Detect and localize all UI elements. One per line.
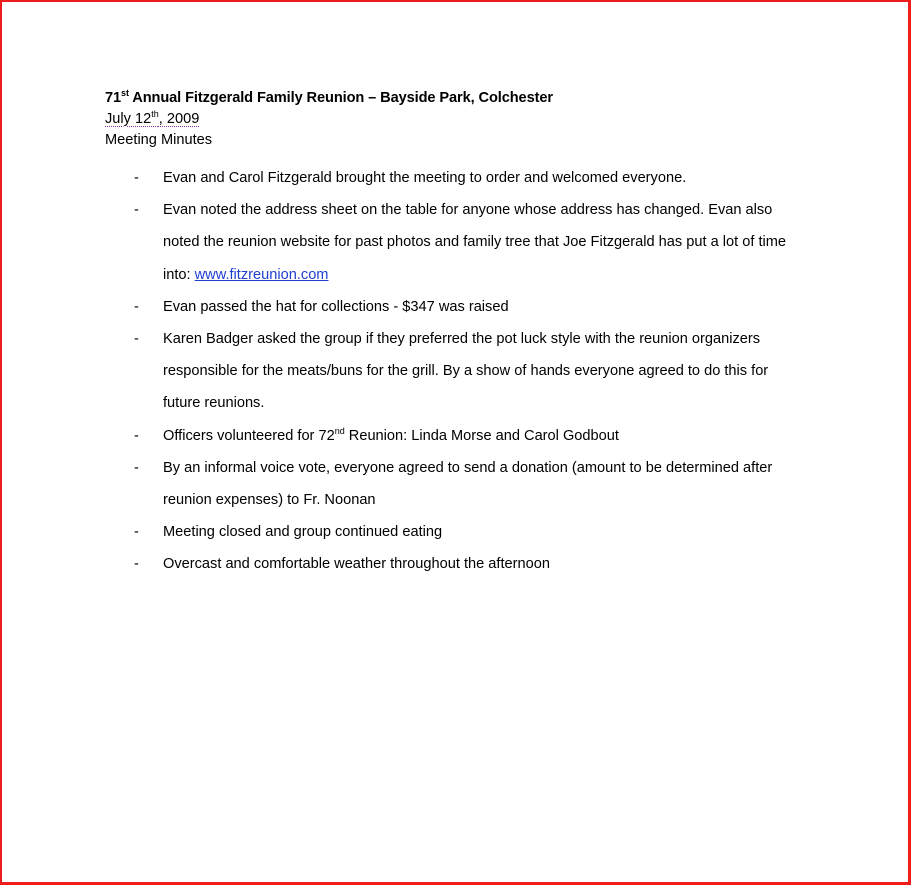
date-sup: th — [151, 109, 159, 119]
bullet-dash: - — [134, 556, 139, 573]
list-item — [105, 162, 803, 194]
item-text: Evan and Carol Fitzgerald brought the meeting to order and welcomed everyone. — [163, 170, 687, 186]
bullet-dash: - — [134, 524, 139, 541]
bullet-dash: - — [134, 170, 139, 186]
bullet-dash: - — [134, 331, 139, 348]
document-date — [105, 109, 825, 130]
item-text: Karen Badger asked the group if they preferred the pot luck style with the reunion organizers responsible for the meats/buns for the grill. By a show of hands everyone agreed to do this for future reunions. — [163, 331, 769, 412]
list-item — [105, 548, 803, 580]
list-item — [105, 452, 803, 516]
bullet-dash: - — [134, 459, 139, 476]
date-prefix: July 12 — [105, 111, 152, 127]
date-text — [105, 111, 199, 127]
list-item — [105, 420, 803, 452]
bullet-dash: - — [134, 427, 139, 444]
document-subtitle: Meeting Minutes — [105, 132, 213, 148]
list-item — [105, 516, 803, 548]
website-link[interactable]: www.fitzreunion.com — [194, 266, 329, 283]
list-item — [105, 194, 803, 291]
minutes-list — [105, 162, 825, 581]
item-text-before: Officers volunteered for 72 — [163, 427, 335, 444]
item-text: Overcast and comfortable weather throughout the afternoon — [163, 556, 550, 573]
item-text-after: Reunion: Linda Morse and Carol Godbout — [344, 427, 619, 444]
date-rest: , 2009 — [158, 111, 200, 127]
item-text: By an informal voice vote, everyone agreed to send a donation (amount to be determined after reunion expenses) to Fr. Noonan — [163, 459, 773, 509]
title-prefix-sup: st — [121, 88, 129, 98]
document-page — [105, 88, 825, 581]
item-sup: nd — [334, 425, 345, 436]
item-text: Meeting closed and group continued eating — [163, 524, 443, 541]
title-rest: Annual Fitzgerald Family Reunion – Bayside Park, Colchester — [128, 90, 553, 106]
list-item — [105, 323, 803, 420]
bullet-dash: - — [134, 298, 139, 315]
list-item — [105, 291, 803, 323]
title-prefix: 71 — [105, 90, 122, 106]
bullet-dash: - — [134, 202, 139, 219]
document-title — [105, 88, 825, 109]
item-text: Evan passed the hat for collections - $347 was raised — [163, 298, 509, 315]
item-text: Evan noted the address sheet on the table for anyone whose address has changed. Evan also noted the reunion website for past photos and family tree that Joe Fitzgerald has put a lot of time into: — [163, 202, 787, 283]
